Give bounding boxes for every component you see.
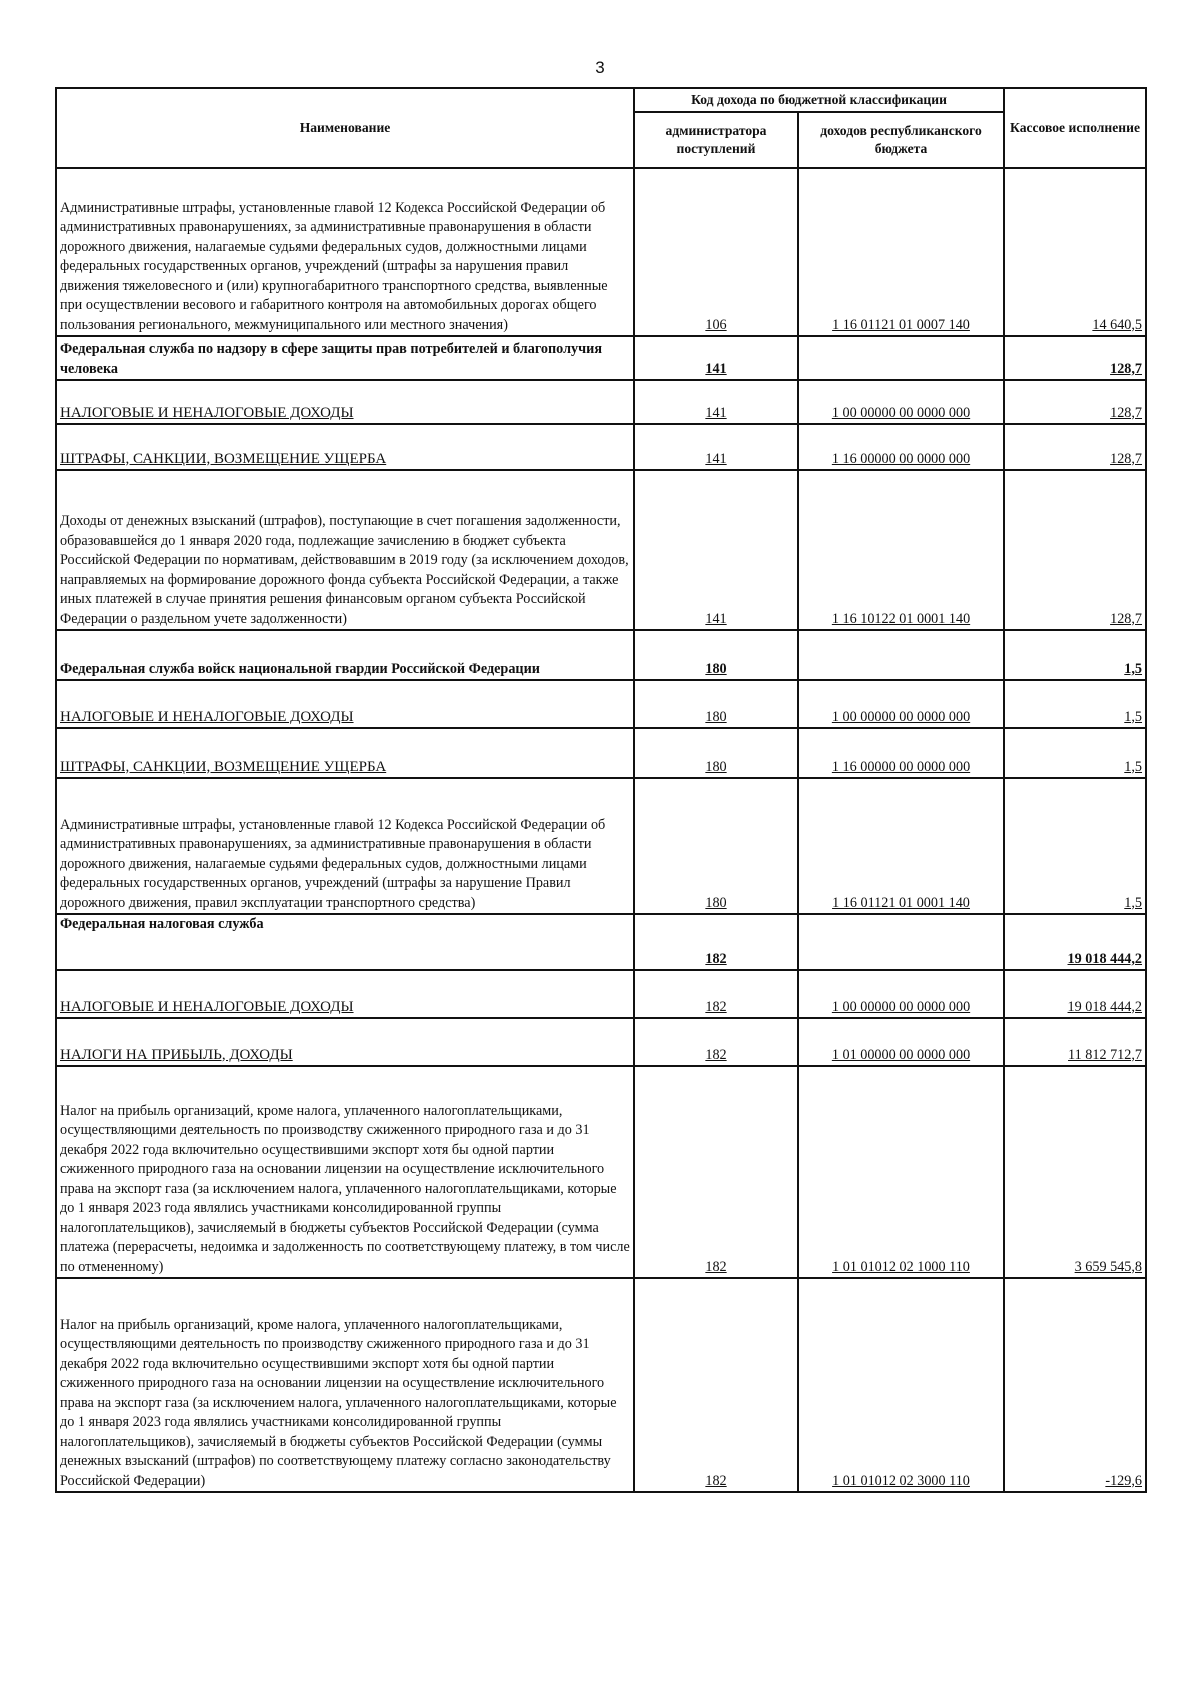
row-income-code: 1 16 10122 01 0001 140	[798, 470, 1004, 630]
table-row	[56, 1066, 1146, 1278]
row-name: Административные штрафы, установленные главой 12 Кодекса Российской Федерации об административных правонарушениях, за административные правонарушения в области дорожного движения, налагаемые судьями федеральных судов, должностными лицами федеральных государственных органов, учреждений (штрафы за нарушения правил движения тяжеловесного и (или) крупногабаритного транспортного средства, выявленные при осуществлении весового и габаритного контроля на автомобильных дорогах общего пользования регионального, межмуниципального или местного значения)	[56, 168, 634, 336]
table-row	[56, 914, 1146, 970]
table-row	[56, 778, 1146, 914]
header-admin: администратора поступлений	[634, 112, 798, 168]
row-amount: 3 659 545,8	[1004, 1066, 1146, 1278]
budget-income-table	[55, 87, 1147, 1493]
row-amount: 1,5	[1004, 728, 1146, 778]
header-budget-income: доходов республиканского бюджета	[798, 112, 1004, 168]
row-amount: -129,6	[1004, 1278, 1146, 1492]
row-amount: 1,5	[1004, 630, 1146, 680]
row-admin-code: 182	[634, 1018, 798, 1066]
row-name: Доходы от денежных взысканий (штрафов), поступающие в счет погашения задолженности, образовавшейся до 1 января 2020 года, подлежащие зачислению в бюджет субъекта Российской Федерации по нормативам, действовавшим в 2019 году (за исключением доходов, направляемых на формирование дорожного фонда субъекта Российской Федерации, а также иных платежей в случае принятия решения финансовым органом субъекта Российской Федерации о раздельном учете задолженности)	[56, 470, 634, 630]
row-name: НАЛОГОВЫЕ И НЕНАЛОГОВЫЕ ДОХОДЫ	[56, 380, 634, 424]
header-execution: Кассовое исполнение	[1004, 88, 1146, 168]
row-name: ШТРАФЫ, САНКЦИИ, ВОЗМЕЩЕНИЕ УЩЕРБА	[56, 728, 634, 778]
row-income-code: 1 00 00000 00 0000 000	[798, 680, 1004, 728]
row-amount: 1,5	[1004, 778, 1146, 914]
row-name: Федеральная служба войск национальной гвардии Российской Федерации	[56, 630, 634, 680]
table-row	[56, 680, 1146, 728]
row-admin-code: 141	[634, 380, 798, 424]
row-amount: 11 812 712,7	[1004, 1018, 1146, 1066]
table-row	[56, 1018, 1146, 1066]
row-name: Административные штрафы, установленные главой 12 Кодекса Российской Федерации об административных правонарушениях, за административные правонарушения в области дорожного движения, налагаемые судьями федеральных судов, должностными лицами федеральных государственных органов, учреждений (штрафы за нарушение Правил дорожного движения, правил эксплуатации транспортного средства)	[56, 778, 634, 914]
row-admin-code: 182	[634, 970, 798, 1018]
row-amount: 19 018 444,2	[1004, 914, 1146, 970]
row-income-code: 1 16 01121 01 0007 140	[798, 168, 1004, 336]
row-name: Федеральная служба по надзору в сфере защиты прав потребителей и благополучия человека	[56, 336, 634, 380]
row-income-code: 1 00 00000 00 0000 000	[798, 970, 1004, 1018]
row-name: Налог на прибыль организаций, кроме налога, уплаченного налогоплательщиками, осуществляющими деятельность по производству сжиженного природного газа и до 31 декабря 2022 года включительно осуществившими экспорт хотя бы одной партии сжиженного природного газа на основании лицензии на осуществление исключительного права на экспорт газа (за исключением налога, уплаченного налогоплательщиками, которые до 1 января 2023 года являлись участниками консолидированной группы налогоплательщиков), зачисляемый в бюджеты субъектов Российской Федерации (сумма платежа (перерасчеты, недоимка и задолженность по соответствующему платежу, в том числе по отмененному)	[56, 1066, 634, 1278]
table-row	[56, 168, 1146, 336]
row-amount: 128,7	[1004, 336, 1146, 380]
row-admin-code: 180	[634, 680, 798, 728]
page-number: 3	[595, 58, 605, 77]
row-income-code: 1 16 00000 00 0000 000	[798, 728, 1004, 778]
row-income-code: 1 00 00000 00 0000 000	[798, 380, 1004, 424]
table-row	[56, 728, 1146, 778]
row-amount: 128,7	[1004, 424, 1146, 470]
row-income-code	[798, 336, 1004, 380]
row-admin-code: 182	[634, 1066, 798, 1278]
table-row	[56, 470, 1146, 630]
row-name: Налог на прибыль организаций, кроме налога, уплаченного налогоплательщиками, осуществляющими деятельность по производству сжиженного природного газа и до 31 декабря 2022 года включительно осуществившими экспорт хотя бы одной партии сжиженного природного газа на основании лицензии на осуществление исключительного права на экспорт газа (за исключением налога, уплаченного налогоплательщиками, которые до 1 января 2023 года являлись участниками консолидированной группы налогоплательщиков), зачисляемый в бюджеты субъектов Российской Федерации (суммы денежных взысканий (штрафов) по соответствующему платежу согласно законодательству Российской Федерации)	[56, 1278, 634, 1492]
row-amount: 14 640,5	[1004, 168, 1146, 336]
table-row	[56, 630, 1146, 680]
table-row	[56, 424, 1146, 470]
row-admin-code: 180	[634, 728, 798, 778]
table-row	[56, 380, 1146, 424]
row-income-code: 1 16 01121 01 0001 140	[798, 778, 1004, 914]
row-name: Федеральная налоговая служба	[56, 914, 634, 970]
row-admin-code: 180	[634, 778, 798, 914]
row-income-code: 1 01 01012 02 3000 110	[798, 1278, 1004, 1492]
row-admin-code: 106	[634, 168, 798, 336]
row-admin-code: 180	[634, 630, 798, 680]
table-row	[56, 336, 1146, 380]
row-admin-code: 182	[634, 914, 798, 970]
row-admin-code: 141	[634, 470, 798, 630]
row-income-code	[798, 630, 1004, 680]
header-code-group: Код дохода по бюджетной классификации	[634, 88, 1004, 112]
row-income-code: 1 01 01012 02 1000 110	[798, 1066, 1004, 1278]
row-income-code	[798, 914, 1004, 970]
row-name: НАЛОГОВЫЕ И НЕНАЛОГОВЫЕ ДОХОДЫ	[56, 680, 634, 728]
row-name: ШТРАФЫ, САНКЦИИ, ВОЗМЕЩЕНИЕ УЩЕРБА	[56, 424, 634, 470]
row-amount: 128,7	[1004, 380, 1146, 424]
row-admin-code: 141	[634, 424, 798, 470]
row-amount: 128,7	[1004, 470, 1146, 630]
row-amount: 1,5	[1004, 680, 1146, 728]
row-amount: 19 018 444,2	[1004, 970, 1146, 1018]
row-income-code: 1 01 00000 00 0000 000	[798, 1018, 1004, 1066]
row-name: НАЛОГИ НА ПРИБЫЛЬ, ДОХОДЫ	[56, 1018, 634, 1066]
table-row	[56, 1278, 1146, 1492]
row-admin-code: 141	[634, 336, 798, 380]
header-name: Наименование	[56, 88, 634, 168]
row-name: НАЛОГОВЫЕ И НЕНАЛОГОВЫЕ ДОХОДЫ	[56, 970, 634, 1018]
row-admin-code: 182	[634, 1278, 798, 1492]
table-row	[56, 970, 1146, 1018]
row-income-code: 1 16 00000 00 0000 000	[798, 424, 1004, 470]
